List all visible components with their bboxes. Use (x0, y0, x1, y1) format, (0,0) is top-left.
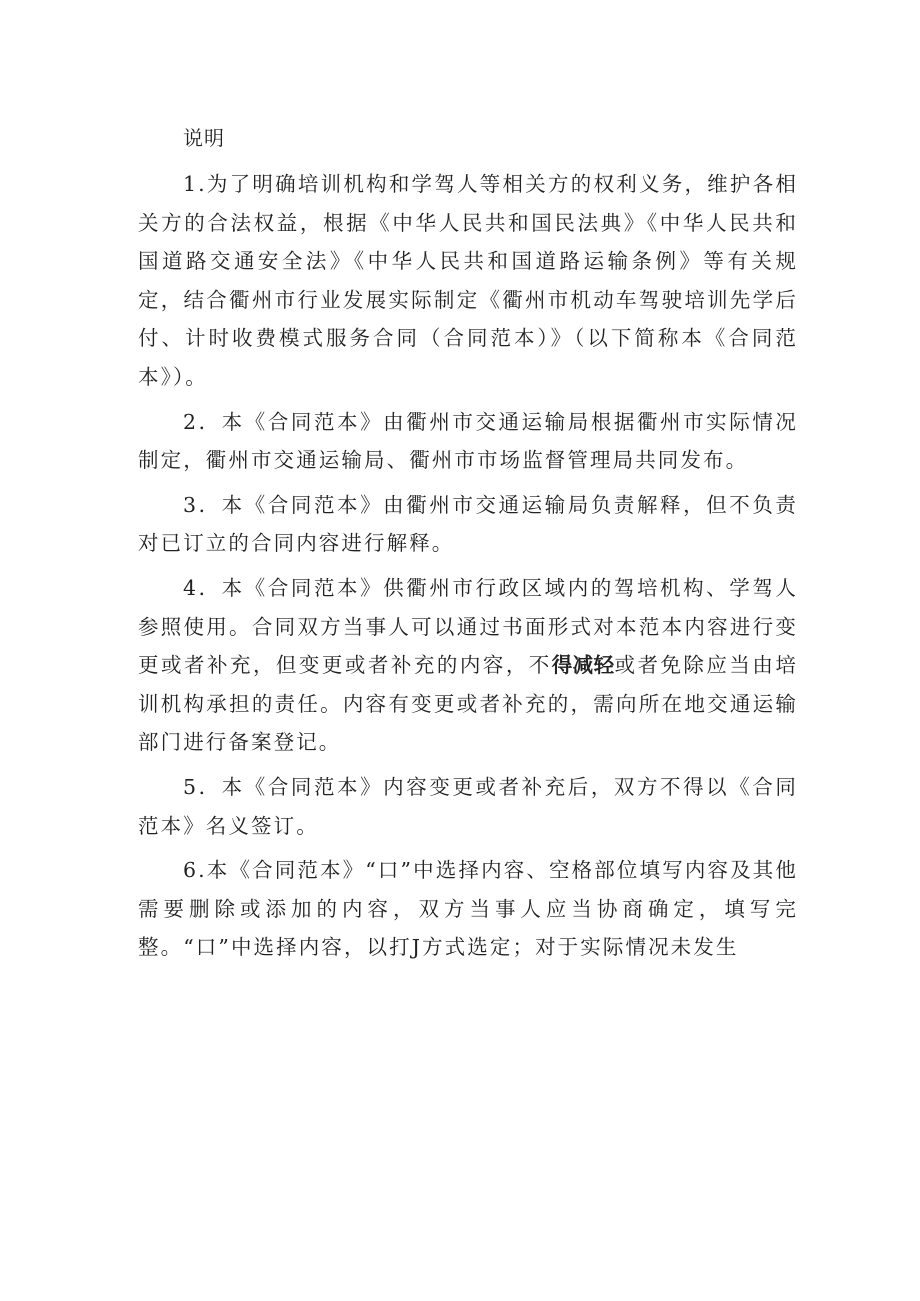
paragraph-5: 5．本《合同范本》内容变更或者补充后，双方不得以《合同范本》名义签订。 (138, 774, 798, 838)
document-title: 说明 (183, 126, 225, 150)
paragraph-4 (138, 569, 798, 762)
paragraph-4-text-after: 或者免除应当由培训机构承担的责任。内容有变更或者补充的，需向所在地交通运输部门进行备案登记。 (138, 653, 798, 755)
paragraph-1: 1.为了明确培训机构和学驾人等相关方的权利义务，维护各相关方的合法权益，根据《中华人民共和国民法典》《中华人民共和国道路交通安全法》《中华人民共和国道路运输条例》等有关规定，结合衢州市行业发展实际制定《衢州市机动车驾驶培训先学后付、计时收费模式服务合同（合同范本）》（以下简称本《合同范本》）。 (138, 172, 798, 389)
paragraph-2: 2．本《合同范本》由衢州市交通运输局根据衢州市实际情况制定，衢州市交通运输局、衢州市市场监督管理局共同发布。 (138, 409, 798, 473)
document-page (138, 118, 798, 973)
paragraph-4-text-before: 4．本《合同范本》供衢州市行政区域内的驾培机构、学驾人参照使用。合同双方当事人可以通过书面形式对本范本内容进行变更或者补充，但变更或者补充的内容，不 (138, 575, 798, 678)
paragraph-3: 3．本《合同范本》由衢州市交通运输局负责解释，但不负责对已订立的合同内容进行解释。 (138, 492, 798, 556)
paragraph-4-bold-text: 得减轻 (551, 653, 615, 678)
paragraph-6: 6.本《合同范本》“口”中选择内容、空格部位填写内容及其他需要删除或添加的内容，双方当事人应当协商确定，填写完整。“口”中选择内容，以打J方式选定；对于实际情况未发生 (138, 858, 798, 960)
